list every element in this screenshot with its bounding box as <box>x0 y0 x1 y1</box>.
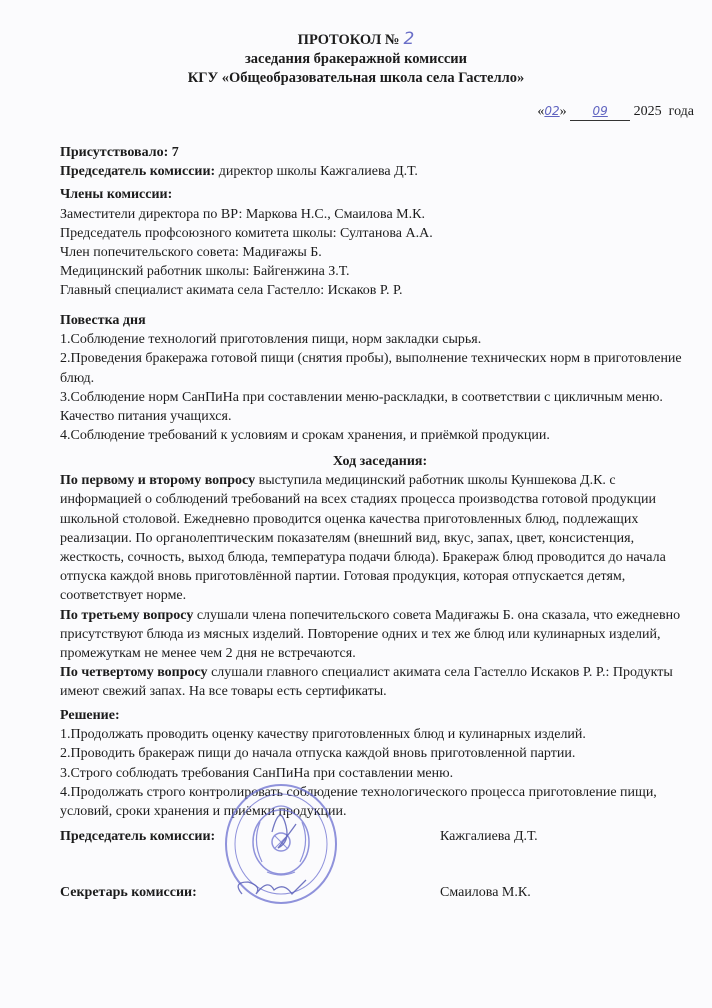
organization-name: КГУ «Общеобразовательная школа села Гастелло» <box>187 70 525 86</box>
proceedings-item <box>60 663 700 701</box>
proceedings-item-text: выступила медицинский работник школы Куншекова Д.К. с информацией о соблюдений требований на всех стадиях процесса производства готовой продукции школьной столовой. Ежедневно проводится оценка качества приготовленных блюд, подлежащих реализации. По органолептическим показателям (внешний вид, вкус, запах, цвет, консистенция, жесткость, сочность, выход блюда, температура подачи блюда). Бракераж блюд проводится до начала отпуска каждой вновь приготовлённой партии. Готовая продукция, которая отпускается детям, соответствует норме. <box>60 473 666 604</box>
member-item: Медицинский работник школы: Байгенжина З.Т. <box>60 264 350 280</box>
proceedings-item-lead: По первому и второму вопросу <box>60 473 256 489</box>
official-seal-icon <box>222 782 340 906</box>
decision-item: 2.Проводить бракераж пищи до начала отпуска каждой вновь приготовленной партии. <box>60 746 576 762</box>
proceedings-title: Ход заседания: <box>332 454 428 469</box>
date-year: 2025 <box>633 104 662 119</box>
signature-chair <box>60 829 680 845</box>
signature-label: Секретарь комиссии: <box>60 885 197 900</box>
attendance-section <box>60 143 700 301</box>
date-close-quote: » <box>559 104 567 119</box>
agenda-title: Повестка дня <box>60 313 146 328</box>
member-item: Председатель профсоюзного комитета школы: Султанова А.А. <box>60 225 433 241</box>
decision-item: 4.Продолжать строго контролировать соблюдение технологического процесса приготовление пищи, условий, сроки хранения и приёмки продукции. <box>60 784 657 820</box>
chair-label: Председатель комиссии: <box>60 164 216 180</box>
signature-name: Кажгалиева Д.Т. <box>440 829 538 844</box>
members-label: Члены комиссии: <box>60 187 173 203</box>
date-open-quote: « <box>537 104 545 119</box>
decision-item: 3.Строго соблюдать требования СанПиНа при составлении меню. <box>60 765 454 781</box>
proceedings-item-text: слушали члена попечительского совета Мадиғажы Б. она сказала, что ежедневно присутствуют блюда из мясных изделий. Повторение одних и тех же блюд или кулинарных изделий, промежуткам не менее чем 2 дня не встречаются. <box>60 607 681 662</box>
decision-title: Решение: <box>60 708 120 723</box>
proceedings-item-lead: По третьему вопросу <box>60 607 194 623</box>
member-item: Заместители директора по ВР: Маркова Н.С., Смаилова М.К. <box>60 206 425 222</box>
decision-item: 1.Продолжать проводить оценку качеству приготовленных блюд и кулинарных изделий. <box>60 727 586 743</box>
proceedings-item <box>60 471 700 605</box>
protocol-number-handwritten: 2 <box>403 29 415 49</box>
proceedings-item-lead: По четвертому вопросу <box>60 665 208 681</box>
agenda-item: 2.Проведения бракеража готовой пищи (снятия пробы), выполнение технических норм в приготовление блюд. <box>60 351 682 386</box>
signature-name: Смаилова М.К. <box>440 885 531 900</box>
signature-secretary <box>60 885 680 901</box>
agenda-item: 1.Соблюдение технологий приготовления пищи, норм закладки сырья. <box>60 332 482 348</box>
agenda-item: 3.Соблюдение норм СанПиНа при составлении меню-раскладки, в соответствии с цикличным меню. Качество питания учащихся. <box>60 389 663 425</box>
signature-label: Председатель комиссии: <box>60 829 216 844</box>
proceedings-item-text: слушали главного специалист акимата села Гастелло Искаков Р. Р.: Продукты имеют свежий запах. На все товары есть сертификаты. <box>60 665 673 700</box>
protocol-title-line <box>0 30 712 50</box>
agenda-item: 4.Соблюдение требований к условиям и срокам хранения, и приёмкой продукции. <box>60 428 550 444</box>
member-item: Член попечительского совета: Мадиғажы Б. <box>60 245 322 261</box>
decision-section <box>60 706 700 821</box>
proceedings-section <box>60 452 700 702</box>
proceedings-item <box>60 606 700 664</box>
present-count: Присутствовало: 7 <box>60 145 179 160</box>
document-header <box>0 30 712 88</box>
chair-value: директор школы Кажгалиева Д.Т. <box>215 164 418 180</box>
document-date <box>537 104 694 121</box>
member-item: Главный специалист акимата села Гастелло: Искаков Р. Р. <box>60 283 403 299</box>
protocol-title: ПРОТОКОЛ № <box>297 32 400 48</box>
date-day-handwritten: 02 <box>544 104 560 118</box>
date-month-handwritten: 09 <box>592 104 608 118</box>
protocol-subtitle: заседания бракеражной комиссии <box>244 51 468 67</box>
chair-line <box>60 162 700 181</box>
date-suffix: года <box>668 104 694 119</box>
agenda-section <box>60 311 700 445</box>
